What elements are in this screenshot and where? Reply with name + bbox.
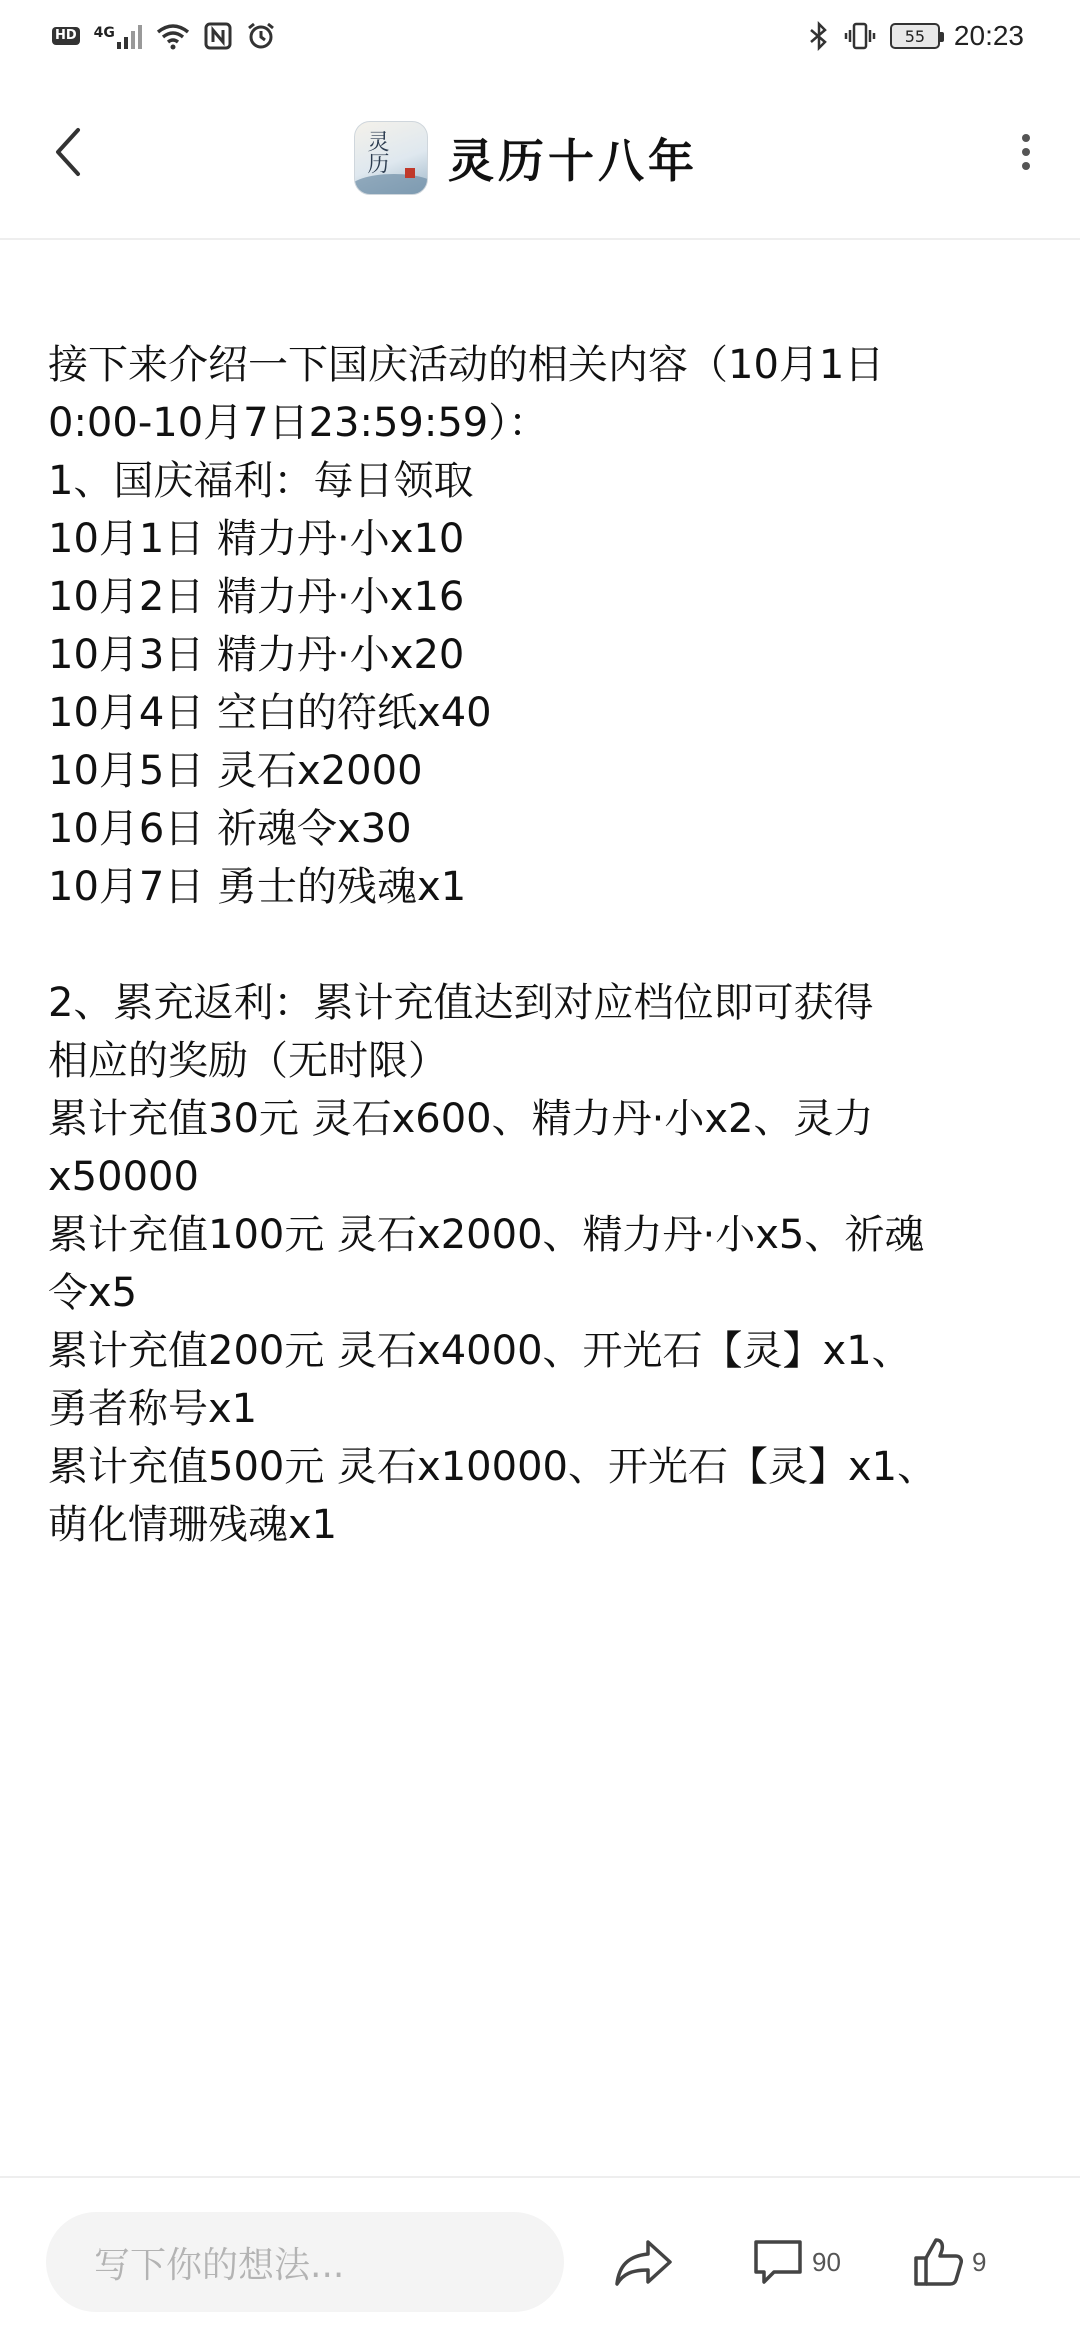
article-line: 萌化情珊残魂x1 [48,1502,338,1548]
battery-icon [890,23,940,49]
nfc-icon [204,22,232,50]
like-count: 9 [972,2246,987,2277]
clock: 20:23 [953,20,1024,51]
more-button[interactable] [996,120,1056,184]
article-line: 累计充值500元 灵石x10000、开光石【灵】x1、 [48,1444,938,1490]
vibrate-icon [844,21,876,51]
alarm-icon [246,21,276,51]
article-line: 10月2日 精力丹·小x16 [48,574,465,620]
thumbs-up-icon [912,2236,964,2288]
article-line [48,916,1038,974]
share-icon [614,2236,674,2288]
article-line: 10月6日 祈魂令x30 [48,806,412,852]
more-vertical-icon [1020,132,1032,172]
article-body [48,336,1038,1554]
page-title: 灵历十八年 [448,134,698,188]
article-line: 累计充值100元 灵石x2000、精力丹·小x5、祈魂 [48,1212,925,1258]
article-line: 10月5日 灵石x2000 [48,748,423,794]
article-line: x50000 [48,1154,199,1200]
article-line: 10月7日 勇士的残魂x1 [48,864,467,910]
signal-icon [117,23,142,49]
article-line: 10月1日 精力丹·小x10 [48,516,465,562]
status-right [808,20,1024,52]
article-line: 累计充值200元 灵石x4000、开光石【灵】x1、 [48,1328,912,1374]
article-line: 10月4日 空白的符纸x40 [48,690,492,736]
article-line: 2、累充返利：累计充值达到对应档位即可获得 [48,980,874,1026]
title-bar [0,72,1080,240]
comment-input[interactable] [46,2212,564,2312]
article-line: 接下来介绍一下国庆活动的相关内容（10月1日 [48,342,885,388]
comment-icon [752,2236,804,2288]
status-left [52,21,276,51]
signal-group [94,23,142,49]
bottom-bar [0,2176,1080,2340]
network-type: 4G [93,25,115,41]
share-button[interactable] [614,2218,674,2306]
article-line: 相应的奖励（无时限） [48,1038,448,1084]
article-line: 令x5 [48,1270,138,1316]
article-line: 1、国庆福利：每日领取 [48,458,474,504]
comment-count: 90 [812,2246,841,2277]
article-line: 勇者称号x1 [48,1386,258,1432]
chevron-left-icon [53,127,83,177]
article-line: 0:00-10月7日23:59:59）： [48,400,549,446]
back-button[interactable] [36,120,100,184]
app-logo: 灵历 [354,121,428,195]
bluetooth-icon [808,21,830,51]
like-button[interactable] [912,2218,986,2306]
article-line: 累计充值30元 灵石x600、精力丹·小x2、灵力 [48,1096,874,1142]
article-line: 10月3日 精力丹·小x20 [48,632,465,678]
hd-badge: HD [52,27,80,45]
title-group[interactable] [354,120,698,196]
wifi-icon [156,22,190,50]
comment-placeholder: 写下你的想法... [94,2244,345,2286]
battery-level: 55 [904,26,926,46]
status-bar [0,0,1080,72]
comment-button[interactable] [752,2218,841,2306]
